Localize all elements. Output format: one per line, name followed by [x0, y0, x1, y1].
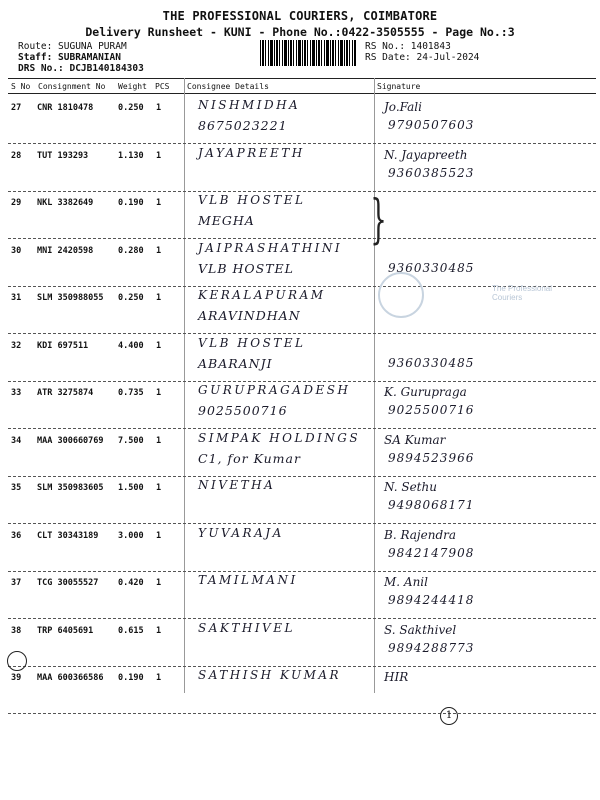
consignment-number: SLM 350988055: [37, 293, 104, 303]
table-row: [8, 191, 596, 239]
signature-phone: 9894244418: [388, 593, 475, 607]
rs-number: RS No.: 1401843: [365, 41, 451, 52]
consignment-number: MAA 300660769: [37, 436, 104, 446]
signature-text: Jo.Fali: [384, 100, 422, 114]
serial-number: 36: [11, 531, 22, 541]
table-row: [8, 429, 596, 477]
col-consignee: Consignee Details: [187, 82, 269, 91]
serial-number: 38: [11, 626, 22, 636]
signature-text: N. Jayapreeth: [384, 148, 468, 162]
serial-number: 35: [11, 483, 22, 493]
consignee-name: NISHMIDHA: [198, 98, 301, 112]
consignee-name: NIVETHA: [198, 478, 276, 492]
company-title: THE PROFESSIONAL COURIERS, COIMBATORE: [162, 9, 438, 23]
serial-number: 34: [11, 436, 22, 446]
drs-label: DRS No.: DCJB140184303: [18, 63, 144, 74]
consignee-phone: C1, for Kumar: [198, 451, 301, 466]
signature-phone: 9894523966: [388, 451, 475, 465]
signature-phone: 9894288773: [388, 641, 475, 655]
grouping-brace: }: [370, 190, 387, 250]
consignment-number: TUT 193293: [37, 151, 89, 161]
serial-number: 28: [11, 151, 22, 161]
consignee-phone: 8675023221: [198, 118, 288, 133]
serial-number: 30: [11, 246, 22, 256]
signature-text: K. Gurupraga: [384, 385, 467, 399]
route-label: Route: SUGUNA PURAM: [18, 41, 127, 52]
col-signature: Signature: [377, 82, 421, 91]
pieces-count: 1: [156, 246, 162, 256]
serial-number: 37: [11, 578, 22, 588]
weight-value: 0.280: [118, 246, 144, 256]
weight-value: 3.000: [118, 531, 144, 541]
signature-phone: 9790507603: [388, 118, 475, 132]
signature-phone: 9842147908: [388, 546, 475, 560]
table-row: [8, 571, 596, 619]
consignment-number: MNI 2420598: [37, 246, 94, 256]
signature-phone: 9025500716: [388, 403, 475, 417]
signature-phone: 9360330485: [388, 261, 475, 275]
consignment-number: NKL 3382649: [37, 198, 94, 208]
pieces-count: 1: [156, 578, 162, 588]
signature-text: S. Sakthivel: [384, 623, 457, 637]
consignee-name: JAIPRASHATHINI: [198, 241, 343, 255]
serial-number: 27: [11, 103, 22, 113]
consignee-name: JAYAPREETH: [198, 146, 305, 160]
table-row: [8, 524, 596, 572]
serial-number: 31: [11, 293, 22, 303]
col-pcs: PCS: [155, 82, 170, 91]
consignee-name: SIMPAK HOLDINGS: [198, 431, 361, 445]
weight-value: 7.500: [118, 436, 144, 446]
consignment-number: KDI 697511: [37, 341, 89, 351]
col-weight: Weight: [118, 82, 147, 91]
consignment-number: MAA 600366586: [37, 673, 104, 683]
pieces-count: 1: [156, 151, 162, 161]
pieces-count: 1: [156, 198, 162, 208]
row-39-circle-mark: [7, 651, 27, 671]
table-row: [8, 144, 596, 192]
signature-phone: 9498068171: [388, 498, 475, 512]
consignment-number: ATR 3275874: [37, 388, 94, 398]
weight-value: 0.190: [118, 198, 144, 208]
consignee-phone: MEGHA: [198, 213, 255, 228]
signature-text: B. Rajendra: [384, 528, 457, 542]
weight-value: 0.735: [118, 388, 144, 398]
table-row: [8, 381, 596, 429]
header-top-rule: [8, 78, 596, 79]
consignee-name: VLB HOSTEL: [198, 193, 306, 207]
consignee-name: SAKTHIVEL: [198, 621, 295, 635]
weight-value: 0.190: [118, 673, 144, 683]
consignment-number: CNR 1810478: [37, 103, 94, 113]
stamp-seal: [378, 272, 424, 318]
consignee-name: YUVARAJA: [198, 526, 284, 540]
consignee-name: GURUPRAGADESH: [198, 383, 351, 397]
table-row: [8, 666, 596, 714]
consignment-number: TRP 6405691: [37, 626, 94, 636]
weight-value: 1.500: [118, 483, 144, 493]
consignment-number: TCG 30055527: [37, 578, 99, 588]
stamp-text: The Professional Couriers: [492, 284, 553, 302]
pieces-count: 1: [156, 626, 162, 636]
table-row: [8, 619, 596, 667]
pieces-count: 1: [156, 341, 162, 351]
pieces-count: 1: [156, 436, 162, 446]
col-sno: S No: [11, 82, 31, 91]
signature-text: M. Anil: [384, 575, 428, 589]
rs-date: RS Date: 24-Jul-2024: [365, 52, 480, 63]
staff-label: Staff: SUBRAMANIAN: [18, 52, 121, 63]
consignee-phone: VLB HOSTEL: [198, 261, 294, 276]
signature-text: N. Sethu: [384, 480, 437, 494]
weight-value: 0.250: [118, 293, 144, 303]
table-row: [8, 476, 596, 524]
serial-number: 33: [11, 388, 22, 398]
weight-value: 1.130: [118, 151, 144, 161]
serial-number: 32: [11, 341, 22, 351]
table-row: [8, 96, 596, 144]
pieces-count: 1: [156, 293, 162, 303]
consignee-name: VLB HOSTEL: [198, 336, 306, 350]
weight-value: 0.250: [118, 103, 144, 113]
consignee-name: KERALAPURAM: [198, 288, 326, 302]
signature-phone: 9360330485: [388, 356, 475, 370]
consignee-phone: ARAVINDHAN: [198, 308, 301, 323]
pieces-count: 1: [156, 673, 162, 683]
consignee-phone: 9025500716: [198, 403, 288, 418]
serial-number: 39: [11, 673, 22, 683]
header-bottom-rule: [8, 93, 596, 94]
consignee-phone: ABARANJI: [198, 356, 273, 371]
barcode: [260, 40, 356, 66]
signature-phone: 9360385523: [388, 166, 475, 180]
consignment-number: CLT 30343189: [37, 531, 99, 541]
weight-value: 0.420: [118, 578, 144, 588]
consignee-name: TAMILMANI: [198, 573, 298, 587]
consignment-number: SLM 350983605: [37, 483, 104, 493]
signature-text: HIR: [384, 670, 409, 684]
table-row: [8, 334, 596, 382]
serial-number: 29: [11, 198, 22, 208]
col-consignment: Consignment No: [38, 82, 106, 91]
pieces-count: 1: [156, 483, 162, 493]
signature-text: SA Kumar: [384, 433, 446, 447]
page-circle: 1: [440, 707, 458, 725]
runsheet-title: Delivery Runsheet - KUNI - Phone No.:0422-3505555 - Page No.:3: [85, 25, 515, 39]
courier-stamp: [372, 268, 572, 326]
pieces-count: 1: [156, 388, 162, 398]
pieces-count: 1: [156, 103, 162, 113]
weight-value: 4.400: [118, 341, 144, 351]
pieces-count: 1: [156, 531, 162, 541]
consignee-name: SATHISH KUMAR: [198, 668, 342, 682]
weight-value: 0.615: [118, 626, 144, 636]
